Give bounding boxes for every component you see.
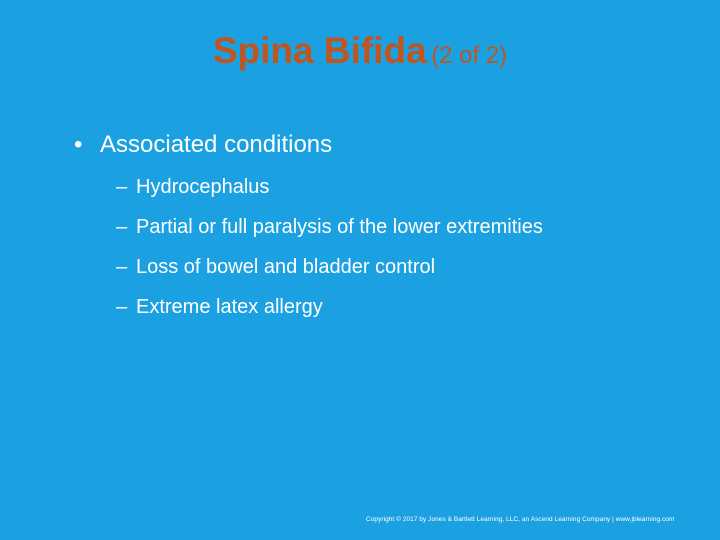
sub-bullet-text: Hydrocephalus (136, 176, 270, 198)
sub-bullet-marker: – (116, 256, 128, 278)
sub-bullet-list (116, 175, 543, 335)
sub-bullet-marker: – (116, 216, 128, 238)
slide-title-main: Spina Bifida (212, 30, 427, 71)
bullet-marker: • (74, 131, 83, 158)
bullet-associated-conditions (74, 131, 332, 159)
sub-bullet-marker: – (116, 176, 128, 198)
sub-bullet-item (116, 215, 543, 255)
slide-title (0, 30, 720, 72)
sub-bullet-item (116, 295, 543, 335)
sub-bullet-text: Loss of bowel and bladder control (136, 256, 436, 278)
sub-bullet-item (116, 175, 543, 215)
sub-bullet-marker: – (116, 296, 128, 318)
sub-bullet-text: Extreme latex allergy (136, 296, 323, 318)
sub-bullet-item (116, 255, 543, 295)
copyright-footer: Copyright © 2017 by Jones & Bartlett Learning, LLC, an Ascend Learning Company | www.jblearning.com (366, 516, 675, 523)
bullet-text: Associated conditions (100, 131, 333, 158)
sub-bullet-text: Partial or full paralysis of the lower extremities (136, 216, 543, 238)
slide-title-sub: (2 of 2) (431, 42, 508, 69)
